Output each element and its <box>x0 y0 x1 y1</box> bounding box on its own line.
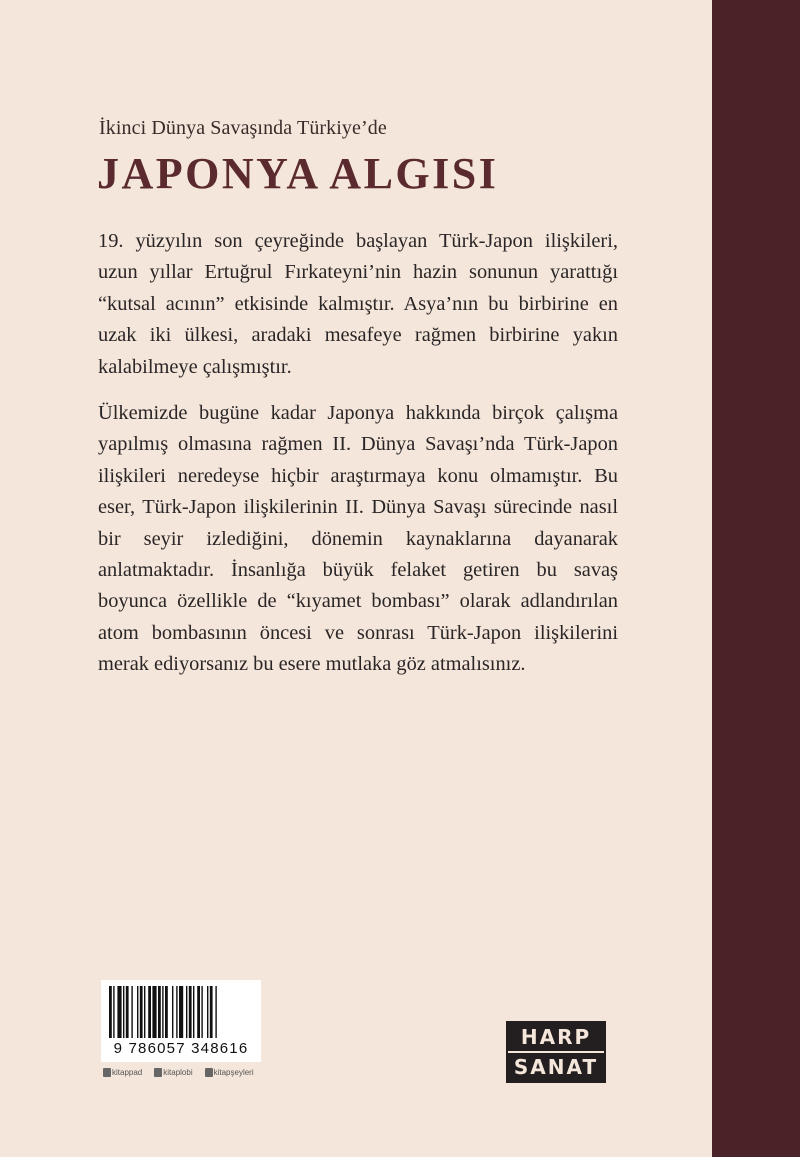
seller-logo: kitaplobi <box>154 1068 192 1077</box>
kitap-icon <box>103 1068 111 1077</box>
blurb-paragraph: Ülkemizde bugüne kadar Japonya hakkında birçok çalışma yapılmış olmasına rağmen II. Dünya Savaşı’nda Türk-Japon ilişkileri neredeyse hiçbir araştırmaya konu olmamıştır. Bu eser, Türk-Japon ilişkilerinin II. Dünya Savaşı sürecinde nasıl bir seyir izlediğini, dönemin kaynaklarına dayanarak anlatmaktadır. İnsanlığa büyük felaket getiren bu savaş boyunca özellikle de “kıyamet bombası” olarak adlandırılan atom bombasının öncesi ve sonrası Türk-Japon ilişkilerini merak ediyorsanız bu esere mutlaka göz atmalısınız. <box>98 402 618 676</box>
publisher-logo <box>506 1021 606 1083</box>
book-spine <box>712 0 800 1157</box>
publisher-logo-line: HARP <box>508 1023 604 1053</box>
kitap-icon <box>205 1068 213 1077</box>
blurb-paragraph: 19. yüzyılın son çeyreğinde başlayan Türk-Japon ilişkileri, uzun yıllar Ertuğrul Fırkateyni’nin hazin sonunun yarattığı “kutsal acının” etkisinde kalmıştır. Asya’nın bu birbirine en uzak iki ülkesi, aradaki mesafeye rağmen birbirine yakın kalabilmeye çalışmıştır. <box>98 230 618 378</box>
book-title: JAPONYA ALGISI <box>97 149 499 198</box>
seller-logos <box>103 1064 273 1080</box>
publisher-logo-line: SANAT <box>513 1055 599 1079</box>
kitap-icon <box>154 1068 162 1077</box>
barcode-icon <box>109 986 253 1040</box>
seller-logo: kitapşeyleri <box>205 1068 254 1077</box>
book-subtitle: İkinci Dünya Savaşında Türkiye’de <box>99 117 387 139</box>
seller-logo: kitappad <box>103 1068 142 1077</box>
isbn-number: 9 786057 348616 <box>113 1040 249 1057</box>
back-cover-blurb <box>98 226 618 696</box>
isbn-barcode <box>101 980 261 1062</box>
